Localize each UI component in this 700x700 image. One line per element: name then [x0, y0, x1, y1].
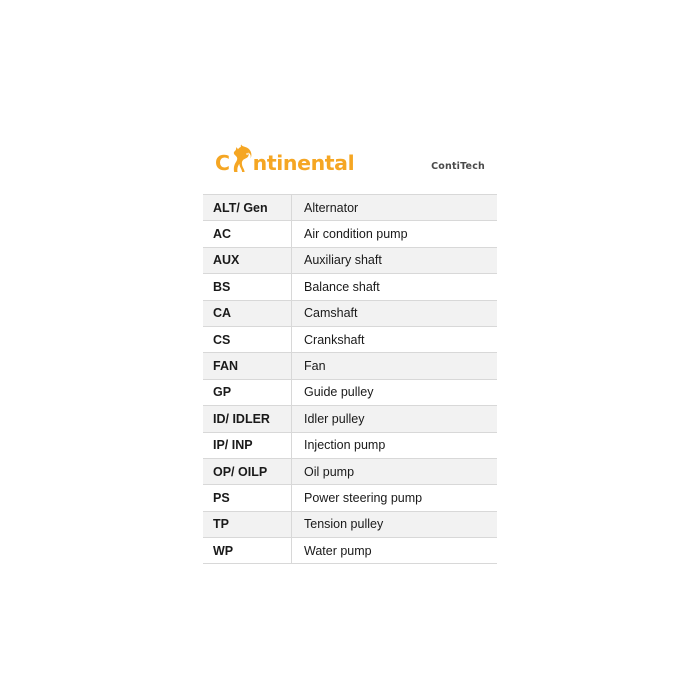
table-row	[203, 326, 497, 352]
abbreviation-description: Oil pump	[292, 458, 498, 484]
abbreviation-code: CS	[203, 326, 292, 352]
abbreviation-description: Tension pulley	[292, 511, 498, 537]
abbreviation-description: Air condition pump	[292, 221, 498, 247]
brand-wordmark-rest: ntinental	[252, 151, 355, 175]
abbreviation-code: IP/ INP	[203, 432, 292, 458]
abbreviation-description: Balance shaft	[292, 274, 498, 300]
abbreviation-description: Camshaft	[292, 300, 498, 326]
abbreviation-code: WP	[203, 538, 292, 564]
brand-header	[203, 136, 497, 195]
abbreviation-table	[203, 195, 497, 564]
table-row	[203, 247, 497, 273]
abbreviation-description: Water pump	[292, 538, 498, 564]
table-row	[203, 511, 497, 537]
table-row	[203, 538, 497, 564]
horse-icon	[228, 143, 254, 178]
table-row	[203, 458, 497, 484]
abbreviation-code: TP	[203, 511, 292, 537]
abbreviation-code: PS	[203, 485, 292, 511]
table-row	[203, 406, 497, 432]
table-row	[203, 353, 497, 379]
table-row	[203, 432, 497, 458]
continental-logo	[215, 149, 357, 184]
abbreviation-code: FAN	[203, 353, 292, 379]
abbreviation-code: ALT/ Gen	[203, 195, 292, 221]
abbreviation-description: Auxiliary shaft	[292, 247, 498, 273]
abbreviation-legend-card	[203, 136, 497, 564]
brand-wordmark-start: C	[215, 151, 230, 175]
table-row	[203, 274, 497, 300]
abbreviation-description: Idler pulley	[292, 406, 498, 432]
table-row	[203, 195, 497, 221]
abbreviation-table-body	[203, 195, 497, 564]
abbreviation-description: Alternator	[292, 195, 498, 221]
abbreviation-code: GP	[203, 379, 292, 405]
abbreviation-description: Fan	[292, 353, 498, 379]
sub-brand-label: ContiTech	[431, 161, 485, 172]
table-row	[203, 221, 497, 247]
table-row	[203, 379, 497, 405]
abbreviation-code: BS	[203, 274, 292, 300]
abbreviation-description: Crankshaft	[292, 326, 498, 352]
abbreviation-description: Injection pump	[292, 432, 498, 458]
abbreviation-code: ID/ IDLER	[203, 406, 292, 432]
table-row	[203, 300, 497, 326]
abbreviation-code: CA	[203, 300, 292, 326]
table-row	[203, 485, 497, 511]
abbreviation-description: Guide pulley	[292, 379, 498, 405]
abbreviation-code: AUX	[203, 247, 292, 273]
abbreviation-code: OP/ OILP	[203, 458, 292, 484]
abbreviation-code: AC	[203, 221, 292, 247]
abbreviation-description: Power steering pump	[292, 485, 498, 511]
